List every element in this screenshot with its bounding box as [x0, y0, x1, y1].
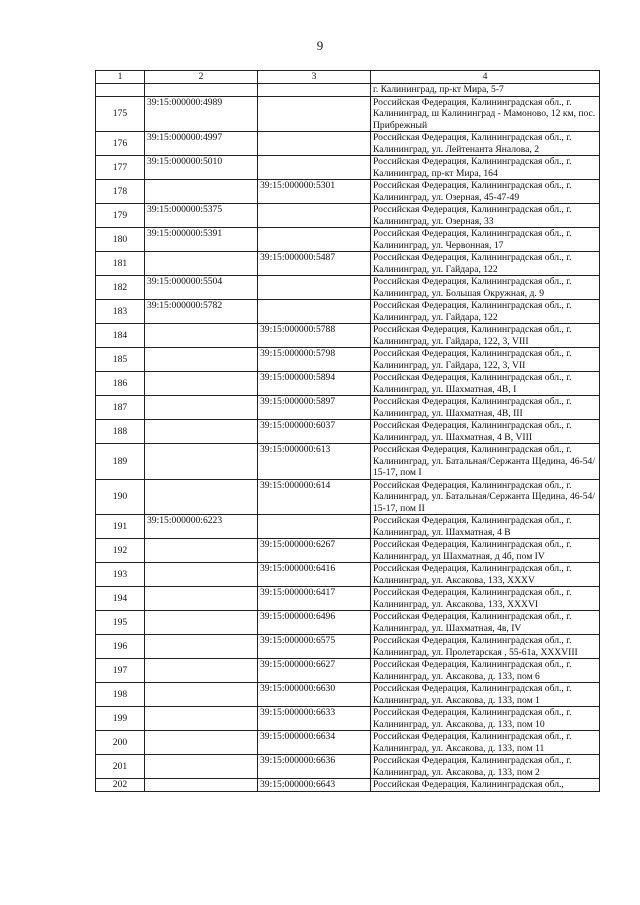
row-number-cell: 186 [96, 372, 145, 396]
related-cadastral-number-cell: 39:15:000000:6627 [258, 659, 371, 683]
cadastral-number-cell [145, 659, 258, 683]
address-cell: Российская Федерация, Калининградская обл., г. Калининград, ул. Гайдара, 122, 3, VIII [371, 324, 600, 348]
address-cell: Российская Федерация, Калининградская обл., г. Калининград, ул. Шахматная, 4 В [371, 515, 600, 539]
table-row [96, 779, 600, 792]
cadastral-number-cell [145, 683, 258, 707]
row-number-cell: 181 [96, 252, 145, 276]
cadastral-number-cell [145, 372, 258, 396]
related-cadastral-number-cell: 39:15:000000:6575 [258, 635, 371, 659]
related-cadastral-number-cell [258, 204, 371, 228]
row-number-cell: 187 [96, 396, 145, 420]
table-row [96, 276, 600, 300]
row-number-cell: 176 [96, 132, 145, 156]
related-cadastral-number-cell [258, 276, 371, 300]
related-cadastral-number-cell: 39:15:000000:5798 [258, 348, 371, 372]
cadastral-number-cell [145, 348, 258, 372]
address-cell: Российская Федерация, Калининградская обл., г. Калининград, ул. Шахматная, 4в, IV [371, 611, 600, 635]
row-number-cell: 178 [96, 180, 145, 204]
related-cadastral-number-cell: 39:15:000000:6643 [258, 779, 371, 792]
related-cadastral-number-cell: 39:15:000000:6633 [258, 707, 371, 731]
column-header-3: 3 [258, 71, 371, 84]
cadastral-registry-table [95, 70, 600, 792]
row-number-cell: 199 [96, 707, 145, 731]
related-cadastral-number-cell: 39:15:000000:6636 [258, 755, 371, 779]
cadastral-number-cell: 39:15:000000:5504 [145, 276, 258, 300]
cadastral-number-cell [145, 539, 258, 563]
table-row [96, 755, 600, 779]
row-number-cell: 193 [96, 563, 145, 587]
cadastral-number-cell [145, 707, 258, 731]
address-cell: Российская Федерация, Калининградская обл., г. Калининград, ул. Большая Окружная, д. 9 [371, 276, 600, 300]
related-cadastral-number-cell: 39:15:000000:6267 [258, 539, 371, 563]
address-cell: Российская Федерация, Калининградская обл., г. Калининград, ул. Шахматная, 4В, I [371, 372, 600, 396]
cadastral-number-cell [145, 180, 258, 204]
row-number-cell: 197 [96, 659, 145, 683]
cadastral-number-cell [145, 84, 258, 97]
column-header-4: 4 [371, 71, 600, 84]
row-number-cell: 195 [96, 611, 145, 635]
address-cell: Российская Федерация, Калининградская обл., г. Калининград, ул. Аксакова, д. 133, пом 1 [371, 683, 600, 707]
related-cadastral-number-cell: 39:15:000000:614 [258, 479, 371, 515]
related-cadastral-number-cell: 39:15:000000:5897 [258, 396, 371, 420]
cadastral-number-cell: 39:15:000000:5391 [145, 228, 258, 252]
address-cell: Российская Федерация, Калининградская обл., г. Калининград, ул. Гайдара, 122 [371, 252, 600, 276]
table-row [96, 372, 600, 396]
related-cadastral-number-cell: 39:15:000000:6496 [258, 611, 371, 635]
table-row [96, 252, 600, 276]
table-row [96, 683, 600, 707]
related-cadastral-number-cell: 39:15:000000:6634 [258, 731, 371, 755]
table-row [96, 563, 600, 587]
row-number-cell: 192 [96, 539, 145, 563]
address-cell: Российская Федерация, Калининградская обл., г. Калининград, ул. Аксакова, д. 133, пом 11 [371, 731, 600, 755]
address-cell: Российская Федерация, Калининградская обл., г. Калининград, ул. Батальная/Сержанта Щедина, 46-54/ 15-17, пом I [371, 444, 600, 480]
related-cadastral-number-cell: 39:15:000000:5788 [258, 324, 371, 348]
related-cadastral-number-cell [258, 96, 371, 132]
row-number-cell: 194 [96, 587, 145, 611]
row-number-cell: 177 [96, 156, 145, 180]
table-row [96, 707, 600, 731]
page-number: 9 [316, 38, 324, 53]
table-row [96, 180, 600, 204]
table-body [96, 84, 600, 792]
table-row [96, 731, 600, 755]
table-row [96, 479, 600, 515]
related-cadastral-number-cell: 39:15:000000:6417 [258, 587, 371, 611]
row-number-cell: 196 [96, 635, 145, 659]
table-row [96, 132, 600, 156]
table-row [96, 611, 600, 635]
address-cell: Российская Федерация, Калининградская обл., г. Калининград, ул. Червонная, 17 [371, 228, 600, 252]
address-cell: г. Калининград, пр-кт Мира, 5-7 [371, 84, 600, 97]
address-cell: Российская Федерация, Калининградская обл., г. Калининград, ул. Озерная, 33 [371, 204, 600, 228]
row-number-cell: 198 [96, 683, 145, 707]
related-cadastral-number-cell: 39:15:000000:6630 [258, 683, 371, 707]
related-cadastral-number-cell: 39:15:000000:613 [258, 444, 371, 480]
address-cell: Российская Федерация, Калининградская обл., г. Калининград, ш Калининград - Мамоново, 12 км, пос. Прибрежный [371, 96, 600, 132]
column-header-1: 1 [96, 71, 145, 84]
cadastral-number-cell [145, 635, 258, 659]
table-row [96, 156, 600, 180]
table-row [96, 587, 600, 611]
cadastral-number-cell [145, 324, 258, 348]
cadastral-number-cell [145, 444, 258, 480]
column-header-2: 2 [145, 71, 258, 84]
address-cell: Российская Федерация, Калининградская обл., г. Калининград, ул. Батальная/Сержанта Щедина, 46-54/ 15-17, пом II [371, 479, 600, 515]
address-cell: Российская Федерация, Калининградская обл., [371, 779, 600, 792]
row-number-cell: 185 [96, 348, 145, 372]
cadastral-number-cell: 39:15:000000:4989 [145, 96, 258, 132]
row-number-cell: 202 [96, 779, 145, 792]
address-cell: Российская Федерация, Калининградская обл., г. Калининград, ул. Шахматная, 4 В, VIII [371, 420, 600, 444]
table-row [96, 659, 600, 683]
related-cadastral-number-cell [258, 515, 371, 539]
cadastral-number-cell: 39:15:000000:5782 [145, 300, 258, 324]
cadastral-number-cell [145, 731, 258, 755]
address-cell: Российская Федерация, Калининградская обл., г. Калининград, ул. Аксакова, д. 133, пом 2 [371, 755, 600, 779]
row-number-cell: 200 [96, 731, 145, 755]
address-cell: Российская Федерация, Калининградская обл., г. Калининград, ул. Лейтенанта Яналова, 2 [371, 132, 600, 156]
cadastral-number-cell [145, 611, 258, 635]
address-cell: Российская Федерация, Калининградская обл., г. Калининград, ул. Пролетарская , 55-61а, XXXVIII [371, 635, 600, 659]
related-cadastral-number-cell [258, 84, 371, 97]
row-number-cell: 189 [96, 444, 145, 480]
row-number-cell: 183 [96, 300, 145, 324]
address-cell: Российская Федерация, Калининградская обл., г. Калининград, ул. Аксакова, 133, XXXV [371, 563, 600, 587]
row-number-cell: 190 [96, 479, 145, 515]
address-cell: Российская Федерация, Калининградская обл., г. Калининград, ул. Гайдара, 122, 3, VII [371, 348, 600, 372]
cadastral-number-cell [145, 396, 258, 420]
row-number-cell: 184 [96, 324, 145, 348]
cadastral-number-cell [145, 479, 258, 515]
address-cell: Российская Федерация, Калининградская обл., г. Калининград, пр-кт Мира, 164 [371, 156, 600, 180]
address-cell: Российская Федерация, Калининградская обл., г. Калининград, ул. Аксакова, д. 133, пом 6 [371, 659, 600, 683]
row-number-cell [96, 84, 145, 97]
related-cadastral-number-cell: 39:15:000000:6037 [258, 420, 371, 444]
cadastral-number-cell [145, 252, 258, 276]
row-number-cell: 179 [96, 204, 145, 228]
related-cadastral-number-cell: 39:15:000000:5894 [258, 372, 371, 396]
related-cadastral-number-cell: 39:15:000000:5487 [258, 252, 371, 276]
table-row [96, 84, 600, 97]
cadastral-number-cell [145, 420, 258, 444]
related-cadastral-number-cell [258, 300, 371, 324]
address-cell: Российская Федерация, Калининградская обл., г. Калининград, ул. Шахматная, 4В, III [371, 396, 600, 420]
cadastral-number-cell [145, 779, 258, 792]
row-number-cell: 201 [96, 755, 145, 779]
cadastral-number-cell [145, 755, 258, 779]
address-cell: Российская Федерация, Калининградская обл., г. Калининград, ул. Аксакова, 133, XXXVI [371, 587, 600, 611]
table-row [96, 96, 600, 132]
cadastral-number-cell [145, 587, 258, 611]
table-row [96, 228, 600, 252]
table-row [96, 324, 600, 348]
table-row [96, 204, 600, 228]
related-cadastral-number-cell [258, 228, 371, 252]
table-row [96, 515, 600, 539]
table-row [96, 396, 600, 420]
table-row [96, 539, 600, 563]
related-cadastral-number-cell [258, 156, 371, 180]
row-number-cell: 175 [96, 96, 145, 132]
related-cadastral-number-cell: 39:15:000000:6416 [258, 563, 371, 587]
related-cadastral-number-cell: 39:15:000000:5301 [258, 180, 371, 204]
related-cadastral-number-cell [258, 132, 371, 156]
table-row [96, 444, 600, 480]
cadastral-number-cell [145, 563, 258, 587]
cadastral-number-cell: 39:15:000000:5375 [145, 204, 258, 228]
cadastral-number-cell: 39:15:000000:4997 [145, 132, 258, 156]
cadastral-number-cell: 39:15:000000:5010 [145, 156, 258, 180]
table-row [96, 348, 600, 372]
row-number-cell: 191 [96, 515, 145, 539]
header-row [96, 71, 600, 84]
row-number-cell: 182 [96, 276, 145, 300]
address-cell: Российская Федерация, Калининградская обл., г. Калининград, ул. Озерная, 45-47-49 [371, 180, 600, 204]
cadastral-number-cell: 39:15:000000:6223 [145, 515, 258, 539]
row-number-cell: 180 [96, 228, 145, 252]
table-row [96, 420, 600, 444]
address-cell: Российская Федерация, Калининградская обл., г. Калининград, ул. Гайдара, 122 [371, 300, 600, 324]
address-cell: Российская Федерация, Калининградская обл., г. Калининград, ул Шахматная, д 4б, пом IV [371, 539, 600, 563]
row-number-cell: 188 [96, 420, 145, 444]
table-row [96, 635, 600, 659]
table-row [96, 300, 600, 324]
address-cell: Российская Федерация, Калининградская обл., г. Калининград, ул. Аксакова, д. 133, пом 10 [371, 707, 600, 731]
